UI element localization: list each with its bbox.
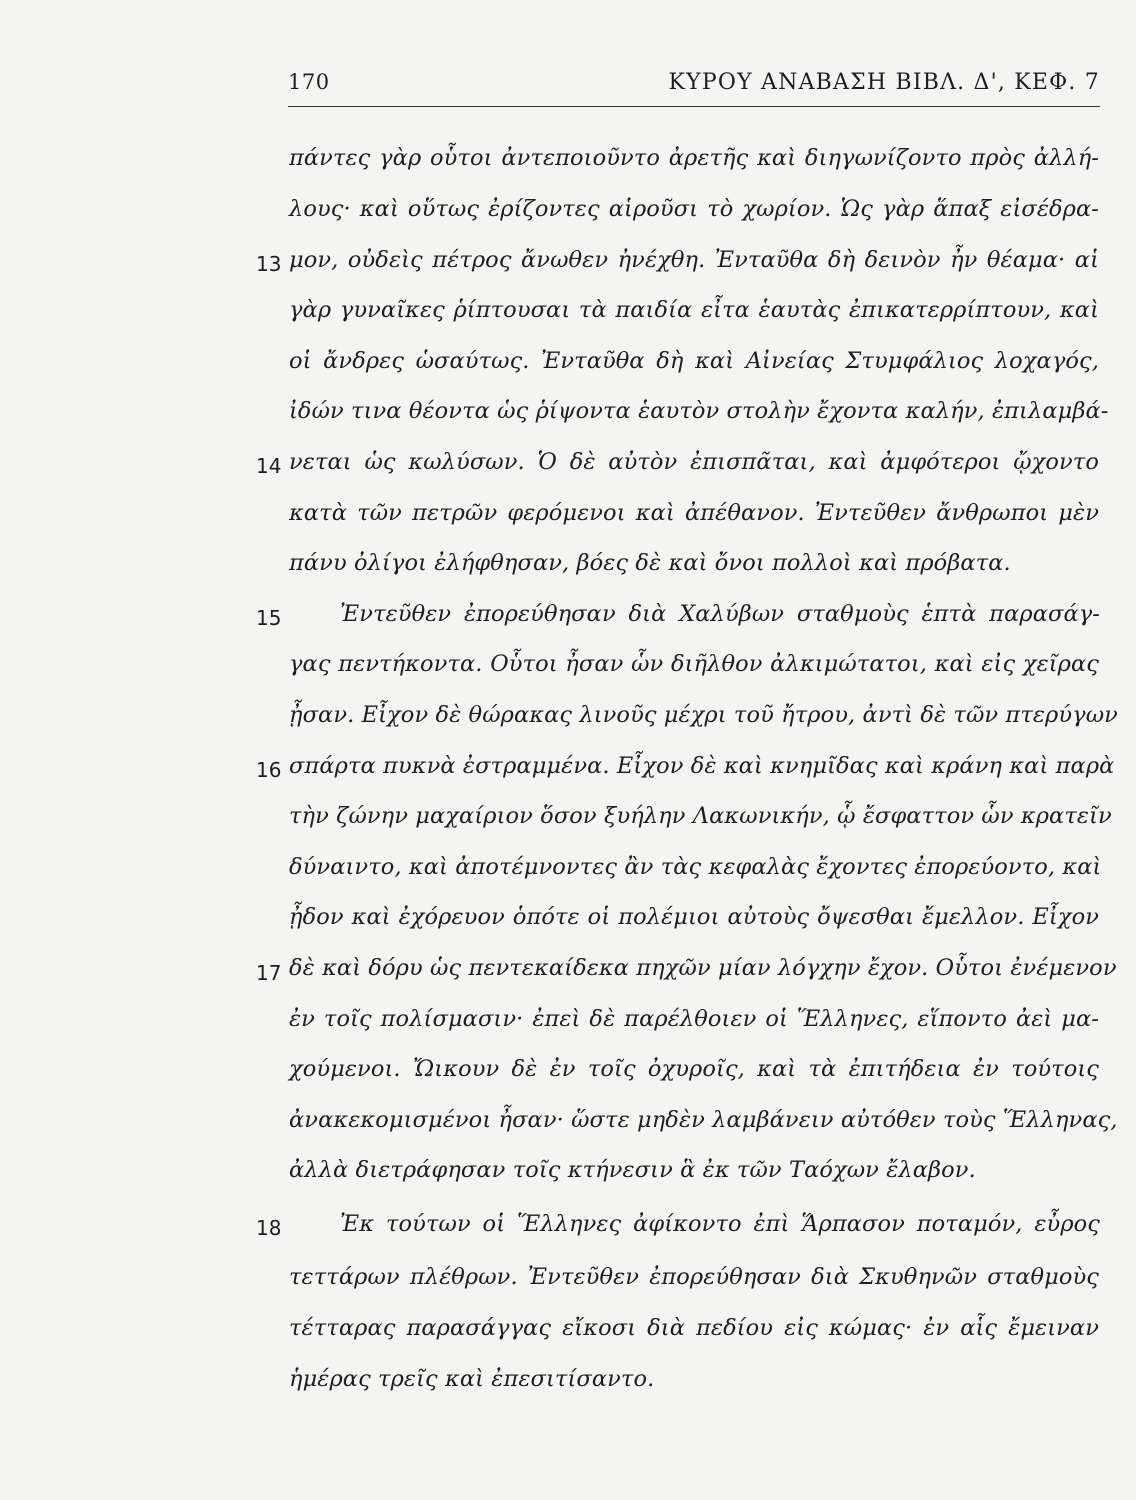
page-number: 170 — [288, 70, 330, 94]
text-line: γὰρ γυναῖκες ῥίπτουσαι τὰ παιδία εἶτα ἑαυτὰς ἐπικατερρίπτουν, καὶ — [289, 297, 1099, 323]
text-line: τέτταρας παρασάγγας εἴκοσι διὰ πεδίου εἰς κώμας· ἐν αἷς ἔμειναν — [289, 1315, 1099, 1341]
section-number-17: 17 — [256, 961, 282, 985]
text-line: ἡμέρας τρεῖς καὶ ἐπεσιτίσαντο. — [289, 1366, 655, 1392]
text-line: κατὰ τῶν πετρῶν φερόμενοι καὶ ἀπέθανον. Ἐντεῦθεν ἄνθρωποι μὲν — [289, 500, 1099, 526]
text-line: Ἐντεῦθεν ἐπορεύθησαν διὰ Χαλύβων σταθμοὺς ἑπτὰ παρασάγ- — [340, 601, 1100, 627]
text-line: ἀλλὰ διετράφησαν τοῖς κτήνεσιν ἃ ἐκ τῶν Ταόχων ἔλαβον. — [289, 1157, 976, 1183]
text-line: μον, οὐδεὶς πέτρος ἄνωθεν ἠνέχθη. Ἐνταῦθα δὴ δεινὸν ἦν θέαμα· αἱ — [289, 247, 1099, 273]
text-line: ᾖσαν. Εἶχον δὲ θώρακας λινοῦς μέχρι τοῦ ἤτρου, ἀντὶ δὲ τῶν πτερύγων — [289, 702, 1118, 728]
section-number-18: 18 — [256, 1216, 282, 1240]
section-number-13: 13 — [256, 252, 282, 276]
text-line: ἰδών τινα θέοντα ὡς ῥίψοντα ἑαυτὸν στολὴν ἔχοντα καλήν, ἐπιλαμβά- — [289, 398, 1109, 424]
text-line: ἀνακεκομισμένοι ἦσαν· ὥστε μηδὲν λαμβάνειν αὐτόθεν τοὺς Ἕλληνας, — [289, 1107, 1118, 1133]
section-number-14: 14 — [256, 454, 282, 478]
section-number-15: 15 — [256, 606, 282, 630]
text-line: χούμενοι. Ὤικουν δὲ ἐν τοῖς ὀχυροῖς, καὶ τὰ ἐπιτήδεια ἐν τούτοις — [289, 1056, 1099, 1082]
text-line: οἱ ἄνδρες ὡσαύτως. Ἐνταῦθα δὴ καὶ Αἰνείας Στυμφάλιος λοχαγός, — [289, 348, 1099, 374]
running-head — [288, 66, 1100, 107]
text-line: λους· καὶ οὕτως ἐρίζοντες αἱροῦσι τὸ χωρίον. Ὡς γὰρ ἅπαξ εἰσέδρα- — [289, 196, 1099, 222]
text-line: ᾖδον καὶ ἐχόρευον ὁπότε οἱ πολέμιοι αὐτοὺς ὄψεσθαι ἔμελλον. Εἶχον — [289, 904, 1099, 930]
text-line: Ἐκ τούτων οἱ Ἕλληνες ἀφίκοντο ἐπὶ Ἅρπασον ποταμόν, εὖρος — [340, 1211, 1100, 1237]
text-line: ἐν τοῖς πολίσμασιν· ἐπεὶ δὲ παρέλθοιεν οἱ Ἕλληνες, εἵποντο ἀεὶ μα- — [289, 1006, 1099, 1032]
text-line: τὴν ζώνην μαχαίριον ὅσον ξυήλην Λακωνικήν, ᾧ ἔσφαττον ὧν κρατεῖν — [289, 803, 1112, 829]
text-line: νεται ὡς κωλύσων. Ὁ δὲ αὐτὸν ἐπισπᾶται, καὶ ἀμφότεροι ᾤχοντο — [289, 449, 1099, 475]
text-line: πάνυ ὀλίγοι ἐλήφθησαν, βόες δὲ καὶ ὄνοι πολλοὶ καὶ πρόβατα. — [289, 550, 1011, 576]
text-line: δύναιντο, καὶ ἀποτέμνοντες ἂν τὰς κεφαλὰς ἔχοντες ἐπορεύοντο, καὶ — [289, 854, 1102, 880]
text-line: δὲ καὶ δόρυ ὡς πεντεκαίδεκα πηχῶν μίαν λόγχην ἔχον. Οὗτοι ἐνέμενον — [289, 955, 1117, 981]
text-line: τεττάρων πλέθρων. Ἐντεῦθεν ἐπορεύθησαν διὰ Σκυθηνῶν σταθμοὺς — [289, 1264, 1099, 1290]
running-title: ΚΥΡΟΥ ΑΝΑΒΑΣΗ ΒΙΒΛ. Δ', ΚΕΦ. 7 — [668, 70, 1100, 95]
text-line: πάντες γὰρ οὗτοι ἀντεποιοῦντο ἀρετῆς καὶ διηγωνίζοντο πρὸς ἀλλή- — [289, 145, 1099, 171]
text-line: γας πεντήκοντα. Οὗτοι ἦσαν ὧν διῆλθον ἀλκιμώτατοι, καὶ εἰς χεῖρας — [289, 651, 1099, 677]
section-number-16: 16 — [256, 758, 282, 782]
text-line: σπάρτα πυκνὰ ἐστραμμένα. Εἶχον δὲ καὶ κνημῖδας καὶ κράνη καὶ παρὰ — [289, 753, 1115, 779]
